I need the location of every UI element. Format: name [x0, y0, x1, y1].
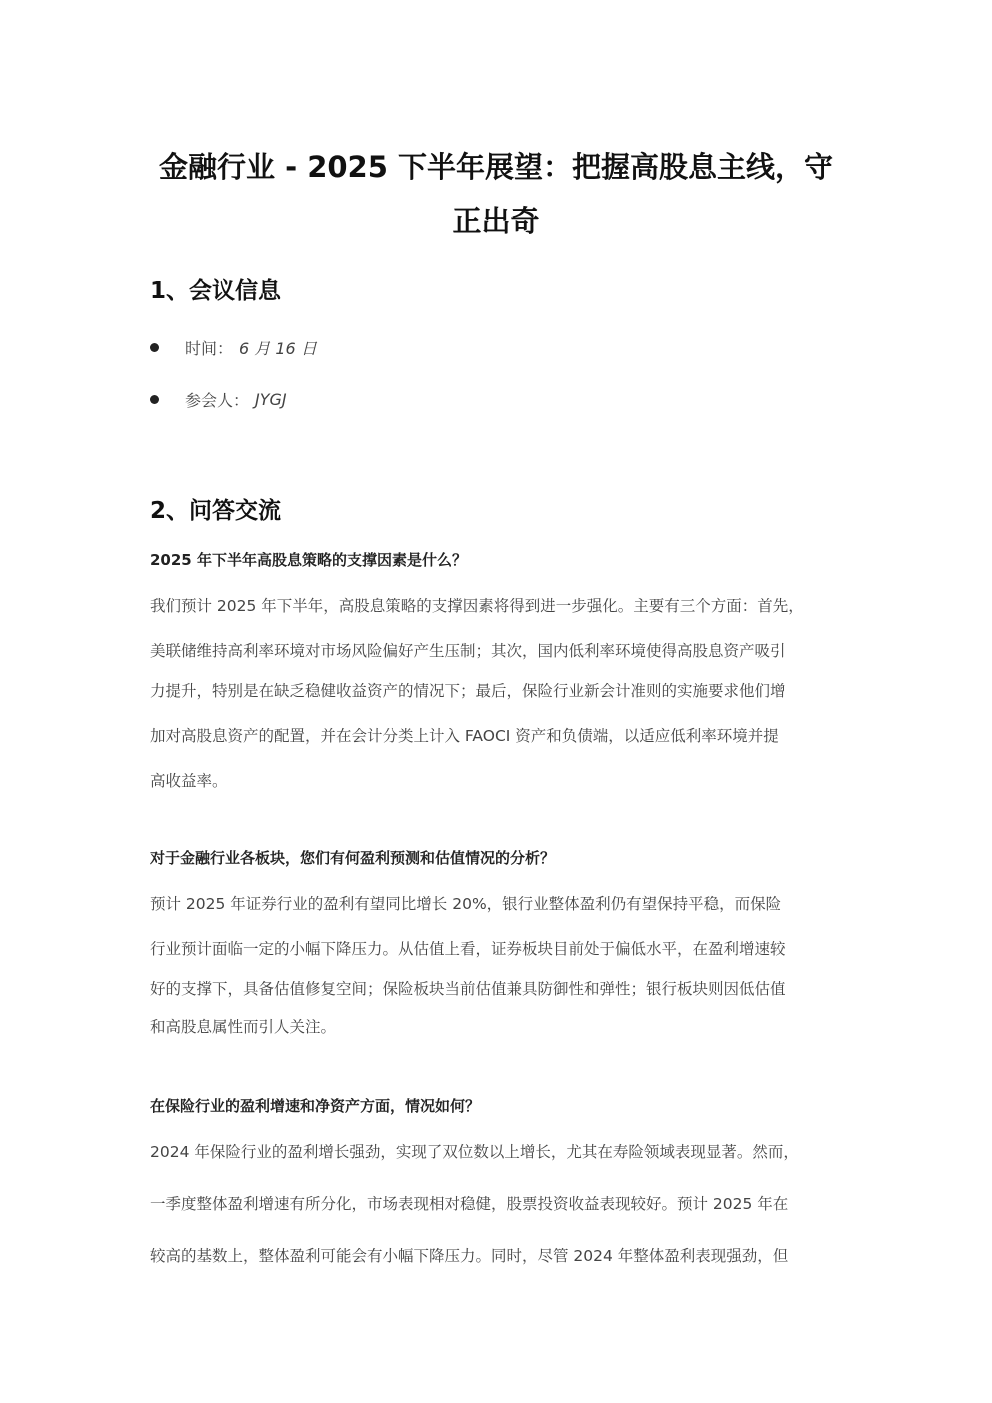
answer-line: 预计 2025 年证券行业的盈利有望同比增长 20%，银行业整体盈利仍有望保持平稳，而保险 [150, 895, 782, 913]
answer-line: 2024 年保险行业的盈利增长强劲，实现了双位数以上增长，尤其在寿险领域表现显著。然而， [150, 1143, 799, 1161]
answer-line: 行业预计面临一定的小幅下降压力。从估值上看，证券板块目前处于偏低水平，在盈利增速较 [150, 940, 786, 958]
answer-line: 高收益率。 [150, 772, 228, 790]
question-1: 2025 年下半年高股息策略的支撑因素是什么？ [150, 551, 467, 569]
answer-line: 我们预计 2025 年下半年，高股息策略的支撑因素将得到进一步强化。主要有三个方面：首先， [150, 597, 804, 615]
question-3: 在保险行业的盈利增速和净资产方面，情况如何？ [150, 1097, 481, 1115]
answer-line: 较高的基数上，整体盈利可能会有小幅下降压力。同时，尽管 2024 年整体盈利表现强劲，但 [150, 1247, 789, 1265]
attendee-value: JYGJ [255, 389, 287, 409]
title-line-2: 正出奇 [452, 204, 540, 238]
list-item-attendee [150, 387, 287, 411]
title-line-1: 金融行业 - 2025 下半年展望：把握高股息主线，守 [158, 150, 834, 184]
section-heading-qa: 2、问答交流 [150, 498, 282, 524]
section-heading-meeting-info: 1、会议信息 [150, 278, 282, 304]
bullet-icon [150, 395, 159, 404]
answer-line: 力提升，特别是在缺乏稳健收益资产的情况下；最后，保险行业新会计准则的实施要求他们增 [150, 682, 786, 700]
question-2: 对于金融行业各板块，您们有何盈利预测和估值情况的分析？ [150, 849, 556, 867]
attendee-label: 参会人： [185, 390, 250, 410]
answer-line: 和高股息属性而引人关注。 [150, 1018, 337, 1036]
bullet-icon [150, 343, 159, 352]
time-value: 6 月 16 日 [239, 338, 317, 358]
answer-line: 一季度整体盈利增速有所分化，市场表现相对稳健，股票投资收益表现较好。预计 2025 年在 [150, 1195, 789, 1213]
list-item-time [150, 335, 317, 359]
time-label: 时间： [185, 338, 234, 358]
answer-line: 好的支撑下，具备估值修复空间；保险板块当前估值兼具防御性和弹性；银行板块则因低估值 [150, 980, 786, 998]
answer-line: 加对高股息资产的配置，并在会计分类上计入 FAOCI 资产和负债端，以适应低利率环境并提 [150, 727, 779, 745]
answer-line: 美联储维持高利率环境对市场风险偏好产生压制；其次，国内低利率环境使得高股息资产吸引 [150, 642, 786, 660]
document-title [150, 140, 842, 248]
